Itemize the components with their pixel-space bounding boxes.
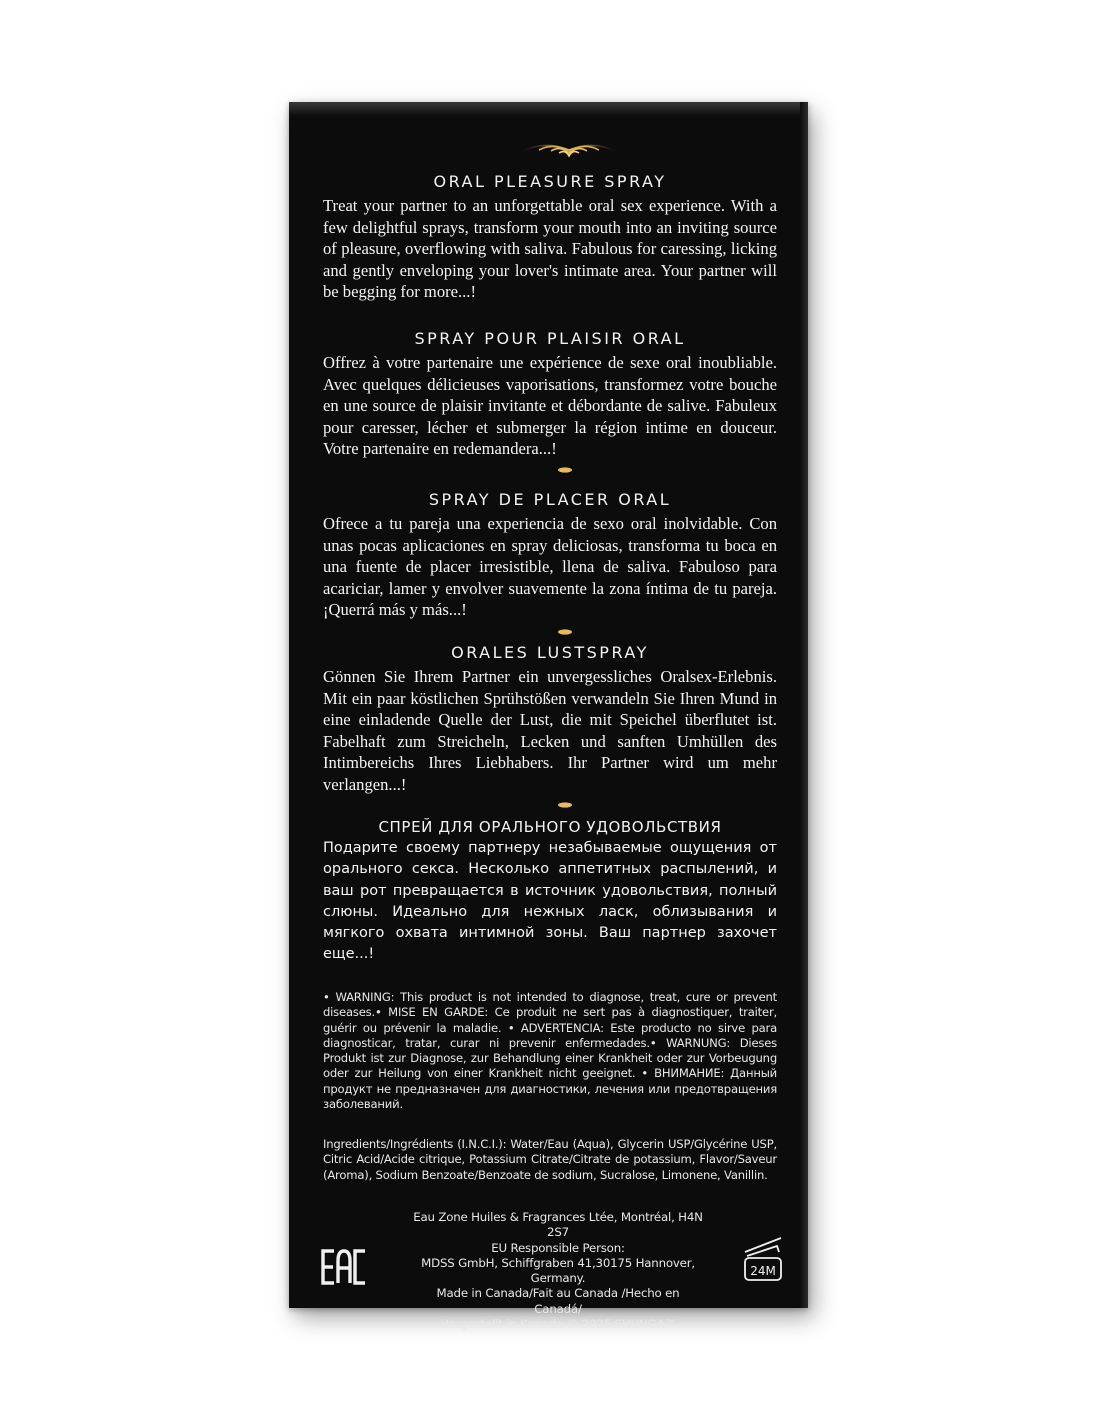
address-line: Eau Zone Huiles & Fragrances Ltée, Montréal, H4N 2S7: [413, 1210, 703, 1240]
pao-jar-icon: [741, 1234, 785, 1282]
section-text-en: Treat your partner to an unforgettable oral sex experience. With a few delightful sprays, transform your mouth into an inviting source of pleasure, overflowing with saliva. Fabulous for caressing, licking and gently enveloping your lover's intimate area. Your partner will be begging for more...!: [323, 196, 777, 302]
ingredients-text: Ingredients/Ingrédients (I.N.C.I.): Water/Eau (Aqua), Glycerin USP/Glycérine USP, Citric Acid/Acide citrique, Potassium Citrate/Citrate de potassium, Flavor/Saveur (Aroma), Sodium Benzoate/Benzoate de sodium, Sucralose, Limonene, Vanillin.: [323, 1137, 777, 1182]
address-line: Made in Canada/Fait au Canada /Hecho en Canadá/: [436, 1286, 680, 1316]
address-line: MDSS GmbH, Schiffgraben 41,30175 Hannover, Germany.: [421, 1255, 695, 1286]
box-side-edge: [800, 102, 808, 1308]
section-heading-en: ORAL PLEASURE SPRAY: [433, 172, 667, 191]
section-text-es: Ofrece a tu pareja una experiencia de sexo oral inolvidable. Con unas pocas aplicaciones en spray deliciosas, transforma tu boca en una fuente de placer irresistible, llena de saliva. Fabuloso para acariciar, lamer y envolver suavemente la zona íntima de tu pareja. ¡Querrá más y más...!: [323, 514, 777, 620]
address-block: [413, 1210, 703, 1332]
warning-text: • WARNING: This product is not intended to diagnose, treat, cure or prevent diseases.• MISE EN GARDE: Ce produit ne sert pas à diagnostiquer, traiter, guérir ou prévenir la maladie. • ADVERTENCIA: Este producto no sirve para diagnosticar, tratar, curar ni prevenir enfermedades.• WARNUNG: Dieses Produkt ist zur Diagnose, zur Behandlung einer Krankheit oder zur Vorbeugung oder zur Heilung von einer Krankheit nicht geeignet. • ВНИМАНИЕ: Данный продукт не предназначен для диагностики, лечения или предотвращения заболеваний.: [323, 990, 777, 1112]
eac-mark-icon: [321, 1248, 367, 1286]
box-top-edge: [289, 102, 808, 116]
section-heading-es: SPRAY DE PLACER ORAL: [428, 490, 672, 509]
address-line: EU Responsible Person:: [491, 1240, 625, 1255]
address-line: Hergestellt in Kanada © 2025 SHUNGA™: [440, 1317, 676, 1332]
section-text-de: Gönnen Sie Ihrem Partner ein unvergessliches Oralsex-Erlebnis. Mit ein paar köstlichen Sprühstößen verwandeln Sie Ihren Mund in eine einladende Quelle der Lust, die mit Speichel überflutet ist. Fabelhaft zum Streicheln, Lecken und sanften Umhüllen des Intimbereichs Ihres Liebhabers. Ihr Partner wird um mehr verlangen...!: [323, 667, 777, 794]
section-heading-fr: SPRAY POUR PLAISIR ORAL: [414, 329, 686, 348]
pao-label: 24M: [750, 1264, 776, 1278]
section-text-fr: Offrez à votre partenaire une expérience de sexe oral inoubliable. Avec quelques délicieuses vaporisations, transformez votre bouche en une source de plaisir invitante et débordante de salive. Fabuleux pour caresser, lécher et submerger la région intime en douceur. Votre partenaire en redemandera...!: [323, 353, 777, 459]
gold-divider-icon: [525, 466, 605, 474]
gold-divider-icon: [525, 801, 605, 809]
section-heading-de: ORALES LUSTSPRAY: [451, 643, 649, 662]
shunga-emblem-icon: [519, 138, 619, 162]
section-heading-ru: СПРЕЙ ДЛЯ ОРАЛЬНОГО УДОВОЛЬСТВИЯ: [378, 818, 722, 836]
gold-divider-icon: [525, 628, 605, 636]
section-text-ru: Подарите своему партнеру незабываемые ощущения от орального секса. Несколько аппетитных распылений, и ваш рот превращается в источник удовольствия, полный слюны. Идеально для нежных ласк, облизывания и мягкого охвата интимной зоны. Ваш партнер захочет еще...!: [323, 840, 777, 963]
product-box: [289, 102, 808, 1332]
